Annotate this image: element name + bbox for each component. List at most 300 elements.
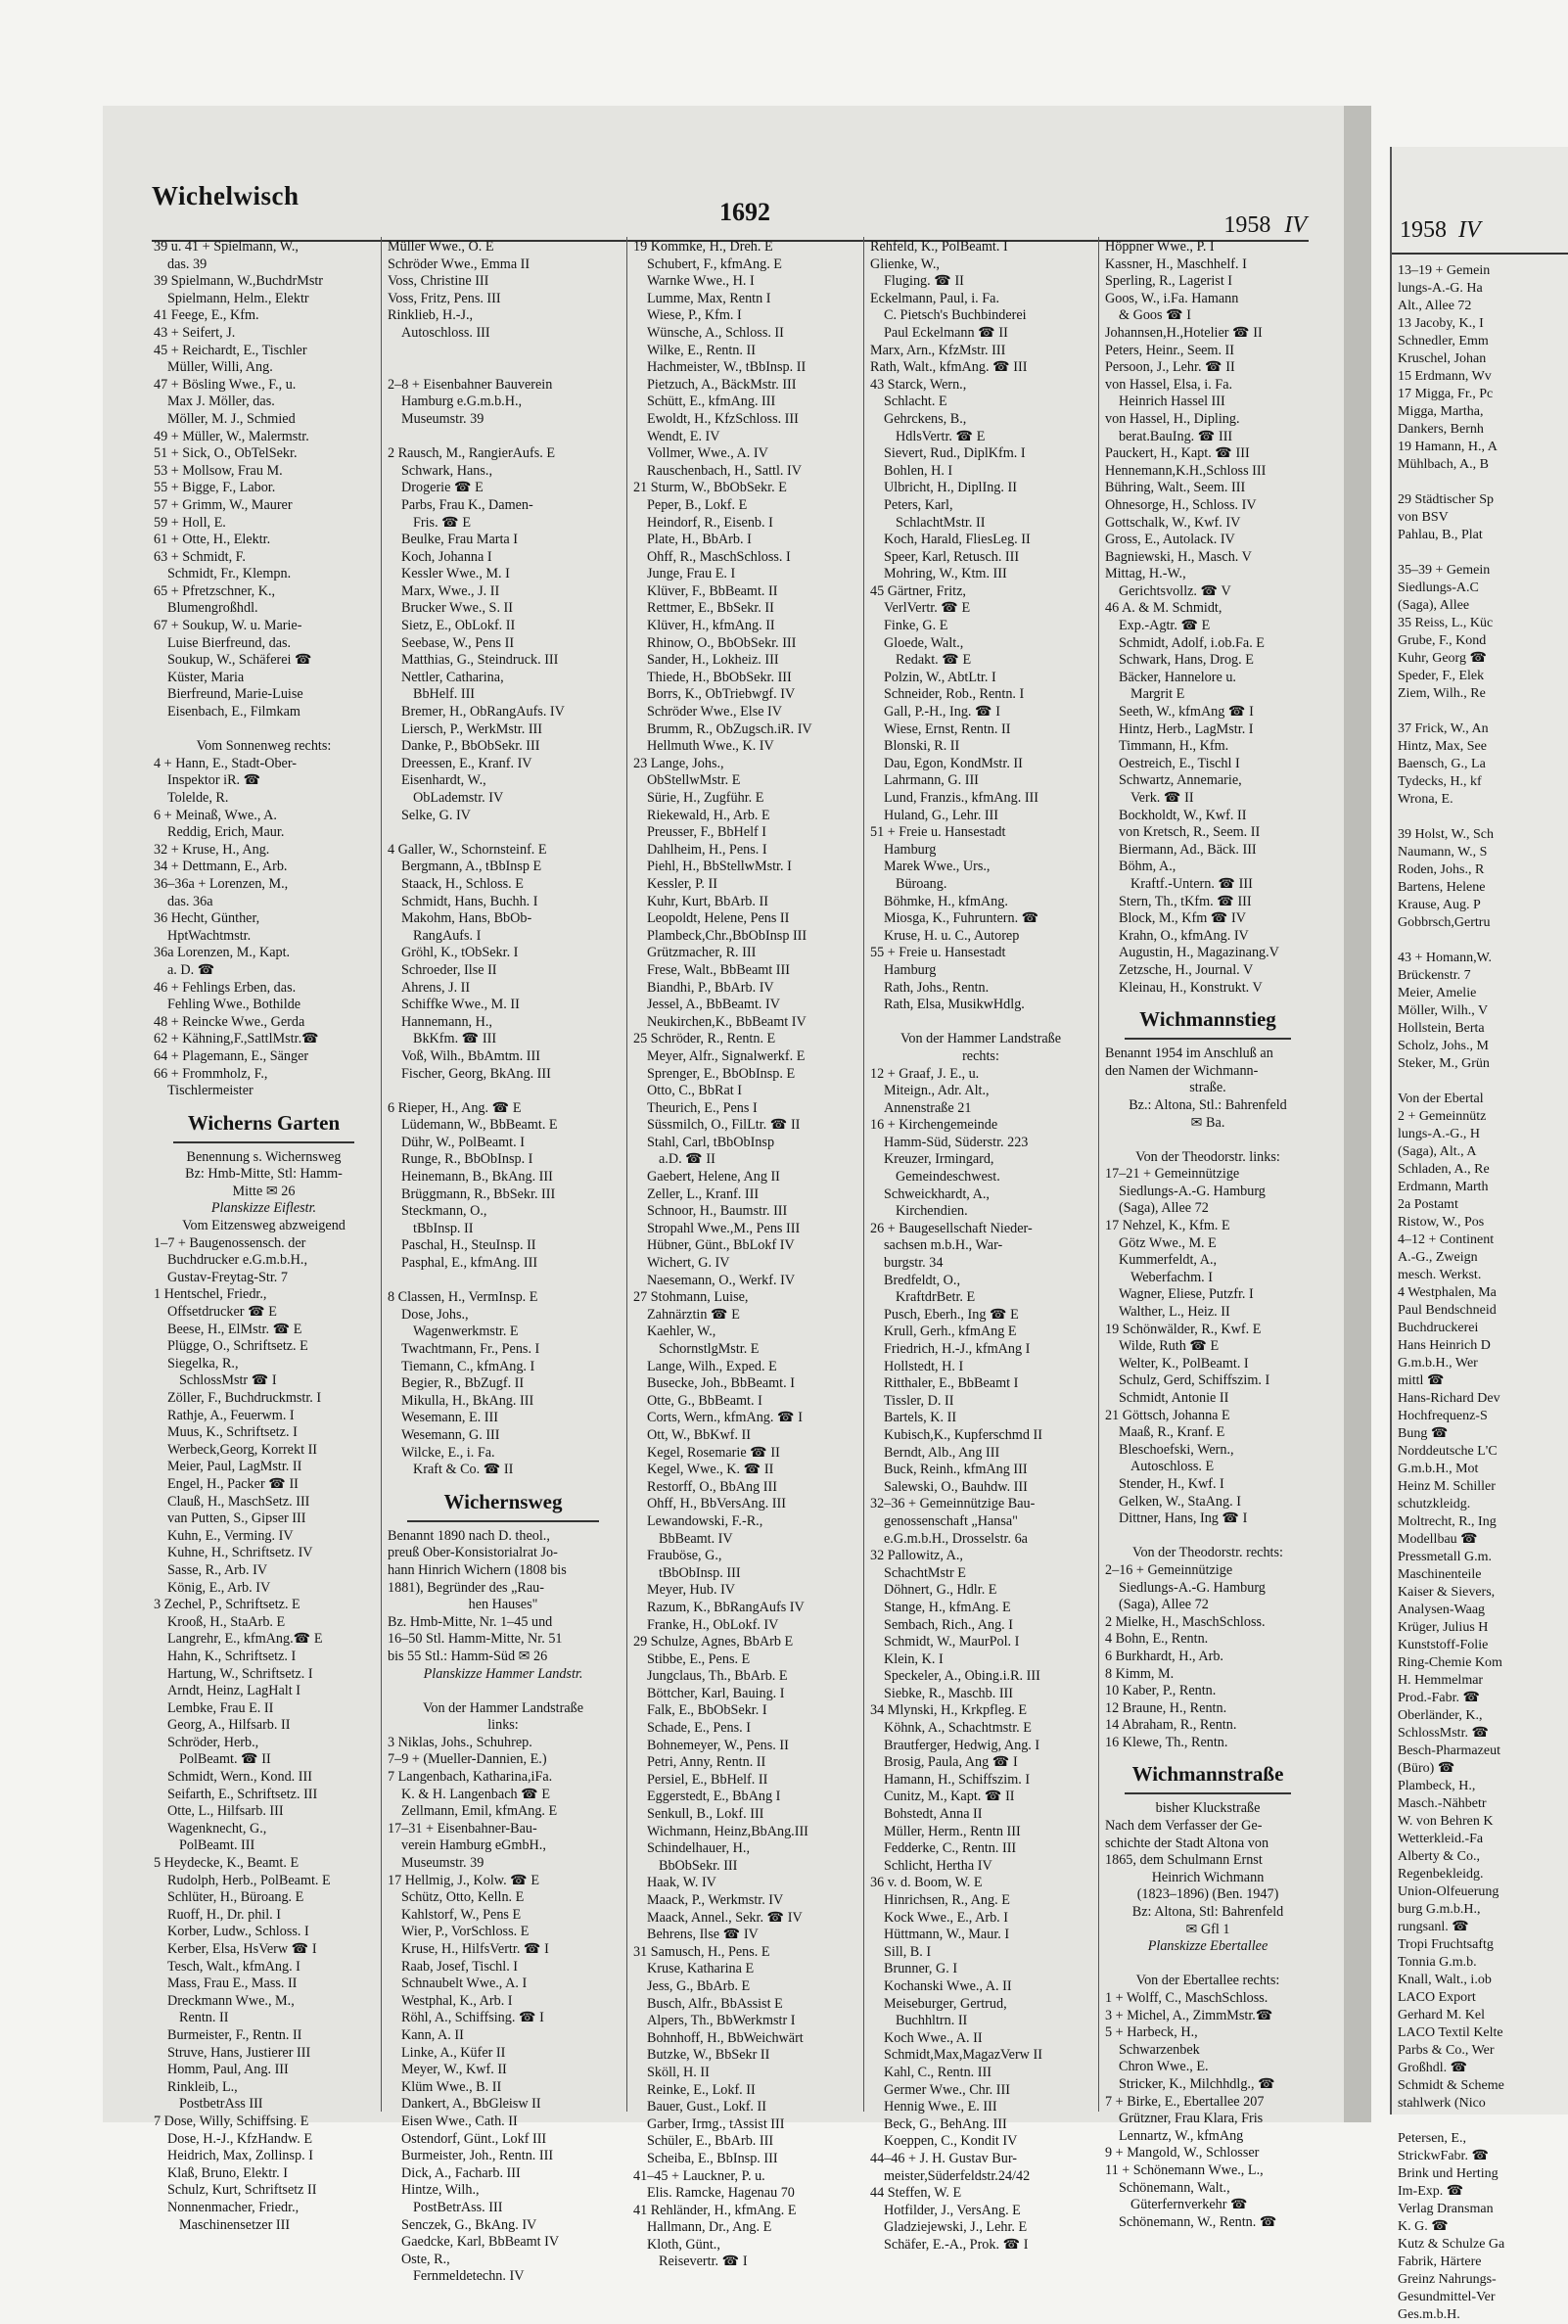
next-page-entry: Kaiser & Sievers,	[1398, 1585, 1496, 1600]
next-page-entry: Prod.-Fabr. ☎	[1398, 1691, 1480, 1705]
directory-entry: Raab, Josef, Tischl. I	[401, 1958, 519, 1975]
directory-entry: Höppner Wwe., P. I	[1105, 239, 1215, 255]
directory-entry: Biermann, Ad., Bäck. III	[1119, 841, 1257, 858]
directory-entry: Garber, Irmg., tAssist III	[647, 2115, 785, 2132]
directory-entry: Kochanski Wwe., A. II	[884, 1977, 1012, 1994]
directory-entry: 7 Langenbach, Katharina,iFa.	[388, 1769, 553, 1786]
directory-entry: Siedlungs-A.-G. Hamburg	[1119, 1579, 1266, 1596]
directory-entry: Schwarzenbek	[1119, 2041, 1200, 2058]
directory-entry: Germer Wwe., Chr. III	[884, 2081, 1010, 2098]
column-5	[1105, 237, 1311, 2230]
directory-entry: Ott, W., BbKwf. II	[647, 1426, 752, 1443]
directory-entry: Schüler, E., BbArb. III	[647, 2133, 774, 2150]
directory-entry: Wesemann, E. III	[401, 1410, 498, 1426]
directory-entry: Schröder Wwe., Else IV	[647, 704, 783, 720]
directory-entry: Schmidt, Fr., Klempn.	[167, 566, 292, 582]
directory-entry: Eisen Wwe., Cath. II	[401, 2113, 518, 2129]
directory-entry: 49 + Müller, W., Malermstr.	[154, 428, 309, 444]
directory-entry: Frauböse, G.,	[647, 1548, 722, 1564]
directory-entry: Schmidt, Hans, Buchh. I	[401, 893, 538, 909]
directory-entry: Huland, G., Lehr. III	[884, 807, 999, 823]
directory-entry: Voß, Wilh., BbAmtm. III	[401, 1047, 540, 1064]
next-page-entry: Petersen, E.,	[1398, 2131, 1466, 2146]
next-page-entry: Ziem, Wilh., Re	[1398, 686, 1486, 701]
directory-entry: Gall, P.-H., Ing. ☎ I	[884, 704, 1000, 720]
directory-entry: Wagenwerkmstr. E	[413, 1324, 519, 1340]
directory-entry: Tissler, D. II	[884, 1392, 954, 1409]
directory-entry: Wünsche, A., Schloss. II	[647, 324, 784, 341]
directory-entry: Voss, Christine III	[388, 273, 489, 290]
directory-entry: Nettler, Catharina,	[401, 669, 504, 685]
directory-entry: Zellmann, Emil, kfmAng. E	[401, 1803, 558, 1820]
next-page-entry: lungs-A.-G., H	[1398, 1127, 1480, 1141]
next-page-entry: LACO Textil Kelte	[1398, 2025, 1503, 2040]
directory-entry: Klüver, H., kfmAng. II	[647, 618, 775, 634]
directory-entry: Lembke, Frau E. II	[167, 1699, 274, 1716]
next-page-entry: Buchdruckerei	[1398, 1321, 1479, 1335]
directory-entry: Hamburg	[884, 841, 937, 858]
directory-entry: Matthias, G., Steindruck. III	[401, 652, 559, 669]
directory-entry: Stahl, Carl, tBbObInsp	[647, 1134, 775, 1150]
directory-entry: Rentn. II	[179, 2010, 229, 2026]
directory-entry: Tiemann, C., kfmAng. I	[401, 1358, 535, 1374]
directory-entry: Ohff, R., MaschSchloss. I	[647, 548, 791, 565]
next-page-entry: Von der Ebertal	[1398, 1092, 1484, 1106]
directory-entry: verein Hamburg eGmbH.,	[401, 1837, 546, 1854]
directory-entry	[870, 1014, 1091, 1032]
directory-entry: Gröhl, K., tObSekr. I	[401, 945, 519, 961]
directory-entry: Langrehr, E., kfmAng.☎ E	[167, 1631, 323, 1648]
section-note: straße.	[1189, 1080, 1226, 1096]
directory-entry: Schröder, Herb.,	[167, 1734, 259, 1750]
next-page-entry	[1392, 1073, 1504, 1091]
section-note: rechts:	[962, 1047, 999, 1064]
directory-entry: Eggerstedt, E., BbAng I	[647, 1789, 781, 1805]
directory-entry: Hüttmann, W., Maur. I	[884, 1927, 1010, 1943]
column-3	[633, 237, 856, 2270]
directory-entry: Schütz, Otto, Kelln. E	[401, 1889, 525, 1906]
directory-entry: Schmidt, W., MaurPol. I	[884, 1634, 1020, 1650]
directory-entry: berat.BauIng. ☎ III	[1119, 428, 1233, 444]
directory-entry: 16 Klewe, Th., Rentn.	[1105, 1734, 1228, 1750]
directory-entry: 2 Mielke, H., MaschSchloss.	[1105, 1613, 1266, 1630]
heading-rule	[173, 1141, 354, 1143]
directory-entry: Dau, Egon, KondMstr. II	[884, 755, 1023, 771]
directory-entry: 26 + Baugesellschaft Nieder-	[870, 1220, 1033, 1236]
next-page-entry: Meier, Amelie	[1398, 986, 1477, 1000]
directory-entry: 17–31 + Eisenbahner-Bau-	[388, 1820, 537, 1836]
directory-entry: 2 Rausch, M., RangierAufs. E	[388, 445, 556, 462]
next-page-entry: Modellbau ☎	[1398, 1532, 1478, 1547]
directory-entry: Köhnk, A., Schachtmstr. E	[884, 1720, 1032, 1737]
directory-entry: Restorff, O., BbAng III	[647, 1478, 777, 1495]
directory-entry: Oste, R.,	[401, 2251, 450, 2267]
directory-entry: Schneider, Rob., Rentn. I	[884, 686, 1025, 703]
directory-entry: Wichmann, Heinz,BbAng.III	[647, 1823, 808, 1839]
directory-entry: Wilde, Ruth ☎ E	[1119, 1338, 1220, 1355]
directory-entry: 12 + Graaf, J. E., u.	[870, 1065, 980, 1082]
directory-entry: Müller Wwe., O. E	[388, 239, 494, 255]
directory-entry: ObStellwMstr. E	[647, 772, 741, 789]
directory-entry: Muus, K., Schriftsetz. I	[167, 1424, 298, 1441]
directory-entry: Meier, Paul, LagMstr. II	[167, 1459, 302, 1475]
next-page-issue: IV	[1458, 217, 1481, 243]
directory-entry: Tesch, Walt., kfmAng. I	[167, 1958, 300, 1975]
street-heading: Wichmannstraße	[1131, 1762, 1284, 1787]
directory-entry: Nonnenmacher, Friedr.,	[167, 2199, 300, 2215]
directory-entry: Hamm-Süd, Süderstr. 223	[884, 1134, 1029, 1150]
directory-entry: Lumme, Max, Rentn I	[647, 290, 771, 306]
directory-entry: 66 + Frommholz, F.,	[154, 1065, 268, 1082]
directory-entry: 6 Burkhardt, H., Arb.	[1105, 1648, 1223, 1664]
section-note: Von der Hammer Landstraße	[422, 1699, 584, 1716]
directory-entry: 45 Gärtner, Fritz,	[870, 582, 966, 599]
directory-entry: Petri, Anny, Rentn. II	[647, 1754, 766, 1771]
next-page-entry: A.-G., Zweign	[1398, 1250, 1478, 1265]
next-page-entry: 39 Holst, W., Sch	[1398, 827, 1495, 842]
directory-entry: Beck, G., BehAng. III	[884, 2115, 1007, 2132]
directory-entry: bis 55 Stl.: Hamm-Süd ✉ 26	[388, 1648, 548, 1664]
directory-entry: Salewski, O., Bauhdw. III	[884, 1478, 1028, 1495]
directory-entry: Kahlstorf, W., Pens E	[401, 1906, 522, 1923]
section-note: links:	[487, 1717, 519, 1734]
directory-entry: 11 + Schönemann Wwe., L.,	[1105, 2161, 1264, 2178]
directory-entry: Bartels, K. II	[884, 1410, 957, 1426]
directory-entry: 4 Bohn, E., Rentn.	[1105, 1631, 1209, 1648]
directory-entry: Fluging. ☎ II	[884, 273, 964, 290]
section-note: ✉ Gfl 1	[1185, 1921, 1230, 1937]
directory-entry: 4 Galler, W., Schornsteinf. E	[388, 841, 547, 858]
directory-entry: Johannsen,H.,Hotelier ☎ II	[1105, 324, 1263, 341]
directory-entry: & Goos ☎ I	[1119, 307, 1192, 324]
next-page-entry	[1392, 932, 1504, 950]
directory-entry: Margrit E	[1130, 686, 1185, 703]
directory-entry	[388, 824, 619, 842]
directory-entry: Rettmer, E., BbSekr. II	[647, 600, 774, 617]
directory-entry: 32 + Kruse, H., Ang.	[154, 841, 270, 858]
directory-entry: 59 + Holl, E.	[154, 514, 226, 531]
directory-entry: Nach dem Verfasser der Ge-	[1105, 1818, 1263, 1835]
directory-entry: Burmeister, Joh., Rentn. III	[401, 2148, 554, 2164]
next-page-rule	[1392, 253, 1568, 255]
directory-entry: Sprenger, E., BbObInsp. E	[647, 1065, 796, 1082]
directory-entry: Hübner, Günt., BbLokf IV	[647, 1237, 795, 1254]
directory-entry: Struve, Hans, Justierer III	[167, 2044, 311, 2061]
directory-entry: Bohstedt, Anna II	[884, 1806, 983, 1823]
directory-entry: Kreuzer, Irmingard,	[884, 1151, 994, 1168]
column-divider	[381, 237, 382, 2112]
next-page-entry: Kruschel, Johan	[1398, 351, 1487, 366]
directory-entry: Gelken, W., StaAng. I	[1119, 1493, 1241, 1510]
directory-entry: Staack, H., Schloss. E	[401, 875, 524, 892]
section-note: Vom Sonnenweg rechts:	[196, 738, 332, 755]
next-page-entry: Norddeutsche L'C	[1398, 1444, 1498, 1459]
directory-entry: 17–21 + Gemeinnützige	[1105, 1166, 1240, 1183]
directory-entry: Soukup, W., Schäferei ☎	[167, 652, 312, 669]
next-page-entry: Bartens, Helene	[1398, 880, 1486, 895]
directory-entry: Hartung, W., Schriftsetz. I	[167, 1665, 313, 1682]
directory-entry: Brüggmann, R., BbSekr. III	[401, 1185, 556, 1202]
directory-entry: 55 + Freie u. Hansestadt	[870, 945, 1006, 961]
directory-entry: (Saga), Allee 72	[1119, 1597, 1209, 1613]
page-number: 1692	[719, 198, 770, 226]
directory-entry: Siedlungs-A.-G. Hamburg	[1119, 1183, 1266, 1199]
directory-entry: Schmidt, Antonie II	[1119, 1390, 1229, 1406]
directory-entry: Cunitz, M., Kapt. ☎ II	[884, 1789, 1015, 1805]
directory-entry: Kleinau, H., Konstrukt. V	[1119, 979, 1263, 996]
directory-entry: Peper, B., Lokf. E	[647, 496, 748, 513]
directory-entry: Ostendorf, Günt., Lokf III	[401, 2130, 547, 2147]
next-page-entry: StrickwFabr. ☎	[1398, 2149, 1489, 2163]
directory-entry: Speer, Karl, Retusch. III	[884, 548, 1020, 565]
directory-entry: Zetzsche, H., Journal. V	[1119, 961, 1254, 978]
next-page-entry: Pahlau, B., Plat	[1398, 528, 1483, 542]
directory-entry: Hotfilder, J., VersAng. E	[884, 2202, 1021, 2218]
directory-entry: 1881), Begründer des „Rau-	[388, 1579, 544, 1596]
section-note: hen Hauses"	[468, 1597, 538, 1613]
directory-entry	[1105, 1132, 1311, 1149]
directory-entry: Schäfer, E.-A., Prok. ☎ I	[884, 2236, 1029, 2253]
directory-entry: HdlsVertr. ☎ E	[896, 428, 986, 444]
directory-entry: Zahnärztin ☎ E	[647, 1306, 740, 1323]
directory-entry: a.D. ☎ II	[659, 1151, 715, 1168]
directory-entry: Miteign., Adr. Alt.,	[884, 1083, 990, 1099]
directory-entry: Schwartz, Annemarie,	[1119, 772, 1242, 789]
page-header	[152, 181, 1307, 240]
heading-rule	[1125, 1038, 1291, 1040]
next-page-entry: Speder, F., Elek	[1398, 669, 1485, 683]
directory-entry: Büroang.	[896, 875, 947, 892]
directory-entry: Mikulla, H., BkAng. III	[401, 1392, 534, 1409]
section-note: Von der Theodorstr. rechts:	[1132, 1545, 1283, 1561]
directory-entry: Bagniewski, H., Masch. V	[1105, 548, 1252, 565]
directory-entry: Bockholdt, W., Kwf. II	[1119, 807, 1247, 823]
directory-entry: Gustav-Freytag-Str. 7	[167, 1269, 288, 1285]
directory-entry: Kassner, H., Maschhelf. I	[1105, 256, 1247, 272]
directory-entry	[1105, 1956, 1311, 1974]
directory-entry: 7 Dose, Willy, Schiffsing. E	[154, 2113, 309, 2129]
directory-entry: Dick, A., Facharb. III	[401, 2164, 521, 2181]
directory-entry: 3 Zechel, P., Schriftsetz. E	[154, 1597, 300, 1613]
directory-entry: Eckelmann, Paul, i. Fa.	[870, 290, 999, 306]
section-note: ✉ Ba.	[1190, 1114, 1225, 1131]
column-2	[388, 237, 619, 2285]
directory-entry: 3 + Michel, A., ZimmMstr.☎	[1105, 2007, 1273, 2023]
directory-entry: 14 Abraham, R., Rentn.	[1105, 1717, 1237, 1734]
directory-entry: Maaß, R., Kranf. E	[1119, 1424, 1225, 1441]
directory-entry: Heinemann, B., BkAng. III	[401, 1169, 553, 1185]
directory-entry: Gloede, Walt.,	[884, 634, 964, 651]
next-page-entry: Im-Exp. ☎	[1398, 2184, 1464, 2199]
directory-entry: 44–46 + J. H. Gustav Bur-	[870, 2150, 1017, 2166]
next-page-entry: Maschinenteile	[1398, 1567, 1482, 1582]
directory-entry: Döhnert, G., Hdlr. E	[884, 1582, 997, 1599]
directory-entry: Pasphal, E., kfmAng. III	[401, 1255, 538, 1272]
next-page-entry: Migga, Martha,	[1398, 404, 1484, 419]
next-page-entry: Grube, F., Kond	[1398, 633, 1487, 648]
next-page-entry: Dankers, Bernh	[1398, 422, 1484, 437]
directory-entry: Lennartz, W., kfmAng	[1119, 2127, 1244, 2144]
directory-entry: Reinke, E., Lokf. II	[647, 2081, 756, 2098]
directory-entry: 67 + Soukup, W. u. Marie-	[154, 618, 302, 634]
directory-entry: Kuhne, H., Schriftsetz. IV	[167, 1545, 313, 1561]
directory-entry: Bohlen, H. I	[884, 462, 953, 479]
directory-entry: Theurich, E., Pens I	[647, 1099, 758, 1116]
directory-entry: Miosga, K., Fuhruntern. ☎	[884, 910, 1039, 927]
section-note: Planskizze Hammer Landstr.	[423, 1665, 583, 1682]
directory-entry: Gross, E., Autolack. IV	[1105, 532, 1235, 548]
directory-entry	[154, 721, 374, 739]
directory-entry: Schröder Wwe., Emma II	[388, 256, 530, 272]
directory-entry: Ruoff, H., Dr. phil. I	[167, 1906, 281, 1923]
next-page-entry: Ring-Chemie Kom	[1398, 1655, 1502, 1670]
directory-entry: Polzin, W., AbtLtr. I	[884, 669, 996, 685]
directory-entry: 4 + Hann, E., Stadt-Ober-	[154, 755, 298, 771]
directory-entry: 61 + Otte, H., Elektr.	[154, 532, 271, 548]
next-page-strip	[1390, 147, 1568, 2322]
directory-entry: Parbs, Frau K., Damen-	[401, 496, 533, 513]
directory-entry: 17 Hellmig, J., Kolw. ☎ E	[388, 1872, 540, 1888]
directory-entry: Hamburg e.G.m.b.H.,	[401, 394, 523, 410]
section-note: Von der Hammer Landstraße	[899, 1031, 1062, 1047]
directory-entry: Benannt 1890 nach D. theol.,	[388, 1527, 550, 1544]
directory-entry: Schmidt, Adolf, i.ob.Fa. E	[1119, 634, 1265, 651]
directory-entry: C. Pietsch's Buchbinderei	[884, 307, 1027, 324]
directory-entry: Lewandowski, F.-R.,	[647, 1512, 763, 1529]
directory-entry: Preusser, F., BbHelf I	[647, 824, 767, 841]
directory-entry: 41 Rehländer, H., kfmAng. E	[633, 2202, 797, 2218]
directory-entry: 21 Sturm, W., BbObSekr. E	[633, 480, 787, 496]
directory-entry: 21 Göttsch, Johanna E	[1105, 1407, 1230, 1423]
directory-entry: KraftdrBetr. E	[896, 1289, 976, 1306]
directory-entry: Frese, Walt., BbBeamt III	[647, 961, 790, 978]
section-note: Vom Eitzensweg abzweigend	[182, 1218, 346, 1234]
directory-entry: Buck, Reinh., kfmAng III	[884, 1462, 1028, 1478]
directory-entry: 1865, dem Schulmann Ernst	[1105, 1852, 1263, 1869]
directory-entry: 43 + Seifert, J.	[154, 324, 236, 341]
directory-entry: Schönemann, W., Rentn. ☎	[1119, 2213, 1277, 2230]
directory-entry: Bäcker, Hannelore u.	[1119, 669, 1236, 685]
directory-entry: 3 Niklas, Johs., Schuhrep.	[388, 1734, 532, 1750]
directory-entry: Otte, G., BbBeamt. I	[647, 1392, 762, 1409]
next-page-entry: Analysen-Waag	[1398, 1603, 1486, 1617]
directory-entry: Razum, K., BbRangAufs IV	[647, 1599, 805, 1615]
column-divider	[863, 237, 864, 2112]
directory-entry: Neukirchen,K., BbBeamt IV	[647, 1013, 807, 1030]
directory-entry: Güterfernverkehr ☎	[1130, 2197, 1248, 2213]
directory-entry: Hollstedt, H. I	[884, 1358, 964, 1374]
directory-entry: Koch Wwe., A. II	[884, 2029, 983, 2046]
directory-entry: Marx, Arn., KfzMstr. III	[870, 342, 1006, 358]
next-page-entry: 35 Reiss, L., Küc	[1398, 616, 1494, 630]
directory-entry: Kruse, Katharina E	[647, 1961, 755, 1977]
directory-entry: Hintze, Wilh.,	[401, 2182, 480, 2199]
directory-entry: Inspektor iR. ☎	[167, 772, 261, 789]
directory-entry: Museumstr. 39	[401, 1855, 484, 1872]
directory-entry: Bleschoefski, Wern.,	[1119, 1441, 1234, 1458]
next-page-entry: Brückenstr. 7	[1398, 968, 1471, 983]
directory-entry: Eisenhardt, W.,	[401, 772, 486, 789]
directory-entry: Hamann, H., Schiffszim. I	[884, 1771, 1031, 1788]
directory-entry: Rudolph, Herb., PolBeamt. E	[167, 1872, 331, 1888]
directory-entry: 10 Kaber, P., Rentn.	[1105, 1683, 1217, 1699]
directory-entry: Brumm, R., ObZugsch.iR. IV	[647, 720, 812, 737]
directory-entry: Grützmacher, R. III	[647, 945, 757, 961]
directory-entry: Elis. Ramcke, Hagenau 70	[647, 2185, 795, 2202]
directory-entry: Ewoldt, H., KfzSchloss. III	[647, 410, 799, 427]
directory-entry: BbHelf. III	[413, 686, 476, 703]
directory-entry: tBbObInsp. III	[659, 1564, 741, 1581]
directory-entry: 63 + Schmidt, F.	[154, 548, 246, 565]
next-page-entry: Tydecks, H., kf	[1398, 774, 1482, 789]
directory-entry: Klüver, F., BbBeamt. II	[647, 582, 778, 599]
directory-entry: 27 Stohmann, Luise,	[633, 1289, 749, 1306]
directory-entry: Kraftf.-Untern. ☎ III	[1130, 875, 1253, 892]
next-page-entry: Masch.-Nähbetr	[1398, 1796, 1487, 1811]
directory-entry: HptWachtmstr.	[167, 927, 252, 944]
directory-entry: Hamburg	[884, 961, 937, 978]
directory-entry: Mohring, W., Ktm. III	[884, 566, 1007, 582]
directory-entry: Busch, Alfr., BbAssist E	[647, 1995, 783, 2012]
directory-entry: Kloth, Günt.,	[647, 2236, 720, 2253]
directory-entry: e.G.m.b.H., Drosselstr. 6a	[884, 1530, 1028, 1547]
next-page-entry: Steker, M., Grün	[1398, 1056, 1490, 1071]
directory-entry: Blonski, R. II	[884, 738, 960, 755]
directory-entry: hann Hinrich Wichern (1808 bis	[388, 1561, 567, 1578]
directory-entry: Dreessen, E., Kranf. IV	[401, 755, 532, 771]
directory-entry: 8 Classen, H., VermInsp. E	[388, 1289, 538, 1306]
directory-entry: Rath, Walt., kfmAng. ☎ III	[870, 359, 1028, 376]
directory-entry: Alpers, Th., BbWerkmstr I	[647, 2013, 796, 2029]
directory-entry: Oestreich, E., Tischl I	[1119, 755, 1240, 771]
directory-entry: Arndt, Heinz, LagHalt I	[167, 1683, 300, 1699]
directory-entry: Block, M., Kfm ☎ IV	[1119, 910, 1246, 927]
directory-entry: Dreckmann Wwe., M.,	[167, 1992, 295, 2009]
next-page-entry: Bung ☎	[1398, 1426, 1449, 1441]
directory-entry: Burmeister, F., Rentn. II	[167, 2026, 302, 2043]
directory-entry: 16 + Kirchengemeinde	[870, 1117, 998, 1134]
directory-entry: Plügge, O., Schriftsetz. E	[167, 1338, 308, 1355]
directory-entry: Schwark, Hans, Drog. E	[1119, 652, 1254, 669]
directory-entry: Kerber, Elsa, HsVerw ☎ I	[167, 1941, 317, 1957]
directory-entry: Leopoldt, Helene, Pens II	[647, 910, 790, 927]
next-page-entry: Siedlungs-A.C	[1398, 581, 1479, 595]
directory-entry: Siegelka, R.,	[167, 1355, 239, 1371]
directory-entry: Blumengroßhdl.	[167, 600, 258, 617]
next-page-entry: Wrona, E.	[1398, 792, 1453, 807]
directory-entry: Koeppen, C., Kondit IV	[884, 2133, 1018, 2150]
next-page-entry: Möller, Wilh., V	[1398, 1003, 1489, 1018]
directory-entry: Paschal, H., SteuInsp. II	[401, 1237, 536, 1254]
directory-entry: Butzke, W., BbSekr II	[647, 2047, 770, 2064]
directory-entry: Hennig Wwe., E. III	[884, 2099, 997, 2115]
next-page-lines	[1392, 262, 1504, 2324]
directory-entry: Bredfeldt, O.,	[884, 1272, 961, 1288]
directory-entry: meister,Süderfeldstr.24/42	[884, 2167, 1031, 2184]
directory-entry: Reddig, Erich, Maur.	[167, 824, 285, 841]
next-page-entry: mesch. Werkst.	[1398, 1268, 1482, 1282]
street-heading: Wicherns Garten	[187, 1110, 341, 1135]
directory-entry: Schwark, Hans.,	[401, 462, 492, 479]
directory-entry: Pauckert, H., Kapt. ☎ III	[1105, 445, 1250, 462]
directory-entry: Schnoor, H., Baumstr. III	[647, 1203, 788, 1220]
directory-entry: Dose, H.-J., KfzHandw. E	[167, 2130, 313, 2147]
directory-entry: Fischer, Georg, BkAng. III	[401, 1065, 551, 1082]
directory-entry: Schulz, Kurt, Schriftsetz II	[167, 2182, 317, 2199]
directory-entry: Stropahl Wwe.,M., Pens III	[647, 1220, 801, 1236]
next-page-entry: Verlag Dransman	[1398, 2202, 1494, 2216]
year-issue	[1223, 212, 1307, 239]
